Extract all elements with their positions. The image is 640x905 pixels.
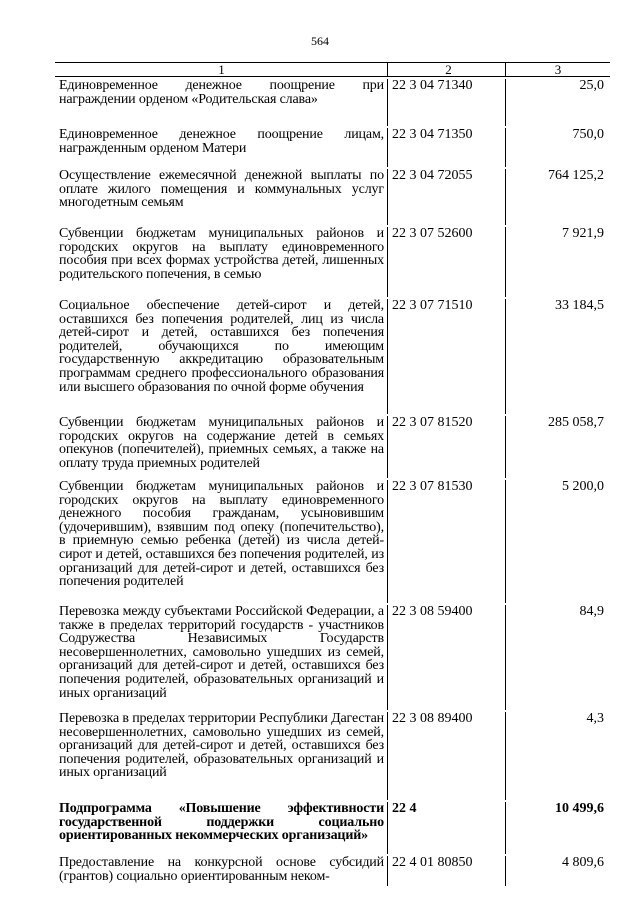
row-name: Единовременное денежное поощрение лицам, награжденным орденом Матери [55, 128, 388, 167]
row-name: Осуществление ежемесячной денежной выплаты по оплате жилого помещения и коммунальных услуг многодетным семьям [55, 169, 388, 225]
row-amount: 285 058,7 [548, 415, 604, 430]
row-amount: 84,9 [579, 604, 604, 619]
row-name: Субвенции бюджетам муниципальных районов и городских округов на содержание детей в семьях опекунов (попечителей), приемных семьях, а также на оплату труда приемных родителей [55, 416, 388, 478]
row-amount: 4,3 [586, 711, 604, 726]
row-code: 22 3 07 81520 [388, 416, 506, 478]
header-col-2: 2 [388, 63, 506, 76]
row-amount: 4 809,6 [562, 855, 604, 870]
row-name: Предоставление на конкурсной основе субсидий (грантов) социально ориентированным неком- [55, 856, 388, 886]
row-amount: 5 200,0 [562, 479, 604, 494]
row-name: Субвенции бюджетам муниципальных районов и городских округов на выплату единовременного денежного пособия гражданам, усыновившим (удочерившим), взявшим под опеку (попечительство), в приемную семью ребенка (детей) из числа детей-сирот и детей, оставшихся без попечения родителей, из организаций для детей-сирот и детей, оставшихся без попечения родителей [55, 480, 388, 603]
table-row [55, 414, 610, 478]
row-amount: 25,0 [579, 78, 604, 93]
table-row [55, 478, 610, 603]
table-row [55, 854, 610, 886]
row-code: 22 3 07 81530 [388, 480, 506, 603]
table-row [55, 167, 610, 225]
row-code: 22 3 07 71510 [388, 299, 506, 414]
row-name: Единовременное денежное поощрение при награждении орденом «Родительская слава» [55, 79, 388, 126]
row-name: Социальное обеспечение детей-сирот и детей, оставшихся без попечения родителей, лиц из числа детей-сирот и детей, оставшихся без попечения родителей, обучающихся по имеющим государственную аккредитацию образовательным программам среднего профессионального образования или высшего образования по очной форме обучения [55, 299, 388, 414]
table-row [55, 603, 610, 710]
row-amount: 10 499,6 [555, 801, 604, 816]
page-number: 564 [311, 34, 329, 48]
row-name: Субвенции бюджетам муниципальных районов и городских округов на выплату единовременного пособия при всех формах устройства детей, лишенных родительского попечения, в семью [55, 227, 388, 297]
row-code: 22 3 04 71340 [388, 79, 506, 126]
row-name: Перевозка в пределах территории Республики Дагестан несовершеннолетних, самовольно ушедших из семей, организаций для детей-сирот и детей, оставшихся без попечения родителей, образовательных организаций и иных организаций [55, 712, 388, 800]
row-code: 22 3 04 72055 [388, 169, 506, 225]
row-name: Перевозка между субъектами Российской Федерации, а также в пределах территорий государств - участников Содружества Независимых Государств несовершеннолетних, самовольно ушедших из семей, организаций для детей-сирот и детей, оставшихся без попечения родителей, образовательных организаций и иных организаций [55, 605, 388, 710]
row-amount: 764 125,2 [548, 168, 604, 183]
row-code: 22 4 [388, 802, 506, 854]
row-code: 22 4 01 80850 [388, 856, 506, 886]
table-row [55, 77, 610, 126]
table-row [55, 297, 610, 414]
row-amount: 33 184,5 [555, 298, 604, 313]
row-code: 22 3 07 52600 [388, 227, 506, 297]
table-row [55, 225, 610, 297]
row-amount: 7 921,9 [562, 226, 604, 241]
row-code: 22 3 08 89400 [388, 712, 506, 800]
header-col-3: 3 [554, 62, 562, 77]
table-row [55, 126, 610, 167]
budget-table [55, 62, 610, 886]
table-header-row [55, 63, 610, 77]
row-code: 22 3 04 71350 [388, 128, 506, 167]
row-name: Подпрограмма «Повышение эффективности государственной поддержки социально ориентированных некоммерческих организаций» [55, 802, 388, 854]
table-row-subprogram [55, 800, 610, 854]
row-code: 22 3 08 59400 [388, 605, 506, 710]
table-row [55, 710, 610, 800]
header-col-1: 1 [55, 63, 388, 76]
row-amount: 750,0 [572, 127, 604, 142]
